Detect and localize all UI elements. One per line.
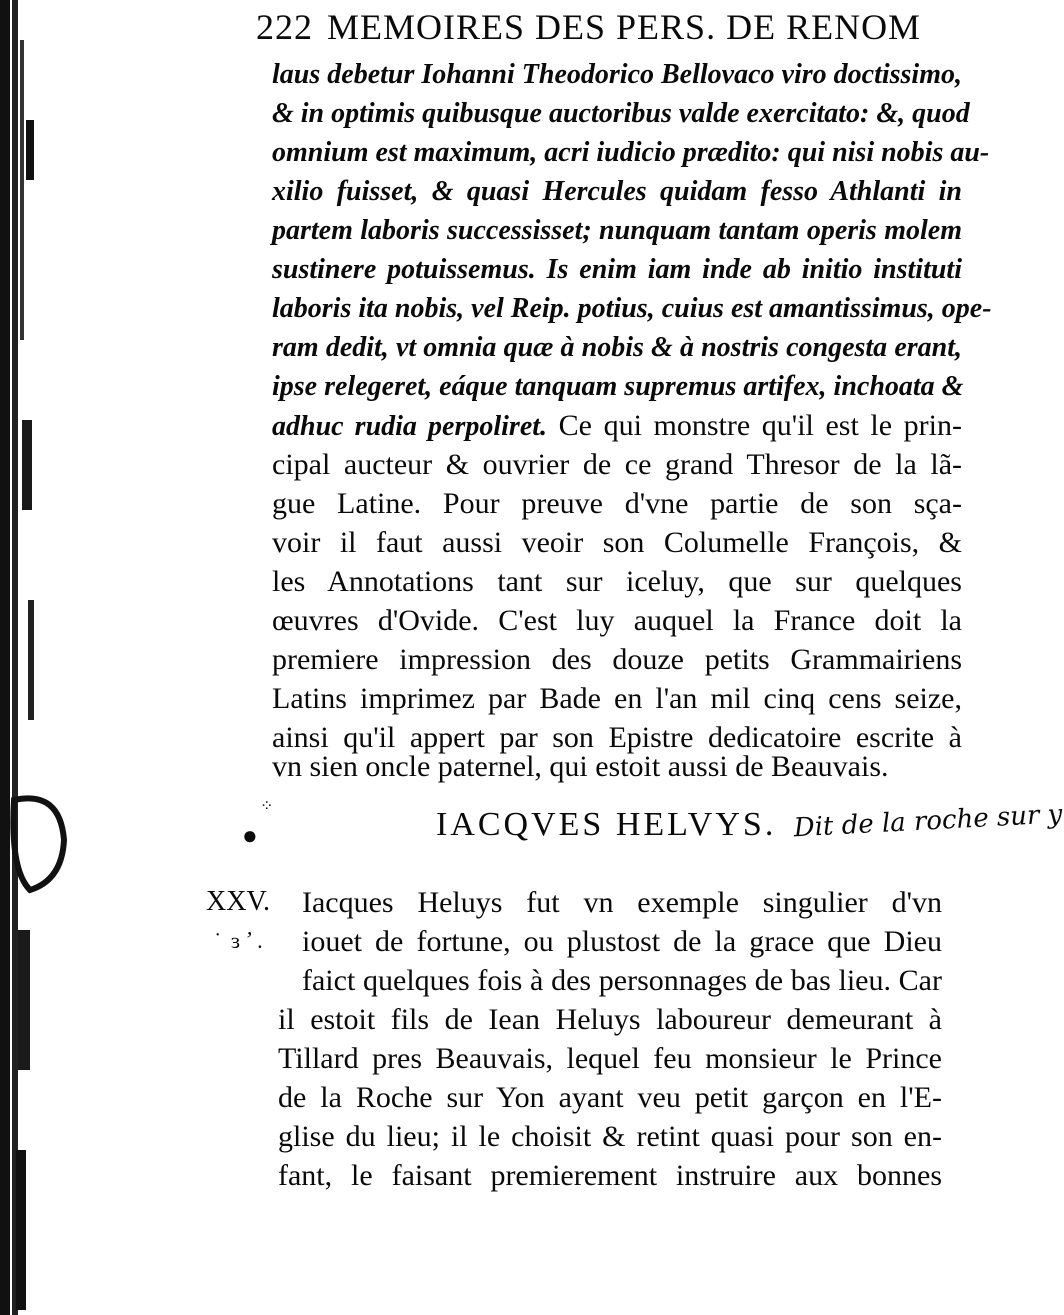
text-line: faict quelques fois à des personnages de bas lieu. Car	[302, 964, 942, 997]
text-line: gue Latine. Pour preuve d'vne partie de son sçа-	[272, 487, 962, 520]
text-line: omnium est maximum, acri iudicio prædito: qui nisi nobis au-	[272, 137, 990, 168]
text-line: glise du lieu; il le choisit & retint quasi pour son en-	[278, 1120, 942, 1153]
text-line: laboris ita nobis, vel Reip. potius, cuius est amantissimus, ope-	[272, 293, 992, 324]
text-line: voir il faut aussi veoir son Columelle François, &	[272, 526, 962, 559]
text-line: Iacques Heluys fut vn exemple singulier d'vn	[302, 886, 942, 919]
text-line: laus debetur Iohanni Theodorico Bellovaco viro doctissimo,	[272, 59, 962, 90]
latin-phrase: adhuc rudia perpoliret.	[272, 411, 548, 442]
section-heading: IACQVES HELVYS.	[436, 806, 777, 843]
text-line: œuvres d'Ovide. C'est luy auquel la France doit la	[272, 604, 962, 637]
text-line: sustinere potuissemus. Is enim iam inde ab initio instituti	[272, 254, 962, 285]
running-head-title: MEMOIRES DES PERS. DE RENOM	[327, 7, 922, 47]
text-line: Tillard pres Beauvais, lequel feu monsieur le Prince	[278, 1042, 942, 1075]
page-gutter-edge	[0, 0, 62, 1315]
text-line: cipal aucteur & ouvrier de ce grand Thresor de la lã-	[272, 448, 962, 481]
text-line: les Annotations tant sur iceluy, que sur quelques	[272, 565, 962, 598]
running-head	[256, 6, 946, 56]
text-line: ram dedit, vt omnia quæ à nobis & à nostris congesta erant,	[272, 332, 962, 363]
text-line: ipse relegeret, eáque tanquam supremus artifex, inchoata &	[272, 371, 964, 402]
french-phrase: Ce qui monstre qu'il est le prin-	[547, 409, 962, 442]
text-line: il estoit fils de Iean Heluys laboureur demeurant à	[278, 1003, 942, 1036]
text-line: vn sien oncle paternel, qui estoit aussi de Beauvais.	[272, 750, 889, 783]
text-line: de la Roche sur Yon ayant veu petit garçon en l'E-	[278, 1081, 942, 1114]
text-line-mixed	[272, 407, 962, 445]
paragraph-number: XXV.	[206, 886, 271, 917]
printer-mark: ⁘	[260, 798, 274, 815]
text-line: ainsi qu'il appert par son Epistre dedicatoire escrite à	[272, 721, 962, 754]
page-number: 222	[256, 7, 313, 47]
text-line: fant, le faisant premierement instruire aux bonnes	[278, 1159, 942, 1192]
text-line: Latins imprimez par Bade en l'an mil cinq cens seize,	[272, 682, 962, 715]
text-line: partem laboris successisset; nunquam tantam operis molem	[272, 215, 962, 246]
text-line: & in optimis quibusque auctoribus valde exercitato: &, quod	[272, 98, 970, 129]
text-line: iouet de fortune, ou plustost de la grace que Dieu	[302, 925, 942, 958]
margin-smudge: ˙ ɜ ̛ .	[214, 928, 265, 953]
bullet-ornament-icon: ●	[242, 821, 258, 850]
text-line: premiere impression des douze petits Grammairiens	[272, 643, 962, 676]
handwritten-annotation: Dit de la roche sur y	[793, 799, 1064, 844]
text-line: xilio fuisset, & quasi Hercules quidam fesso Athlanti in	[272, 176, 962, 207]
